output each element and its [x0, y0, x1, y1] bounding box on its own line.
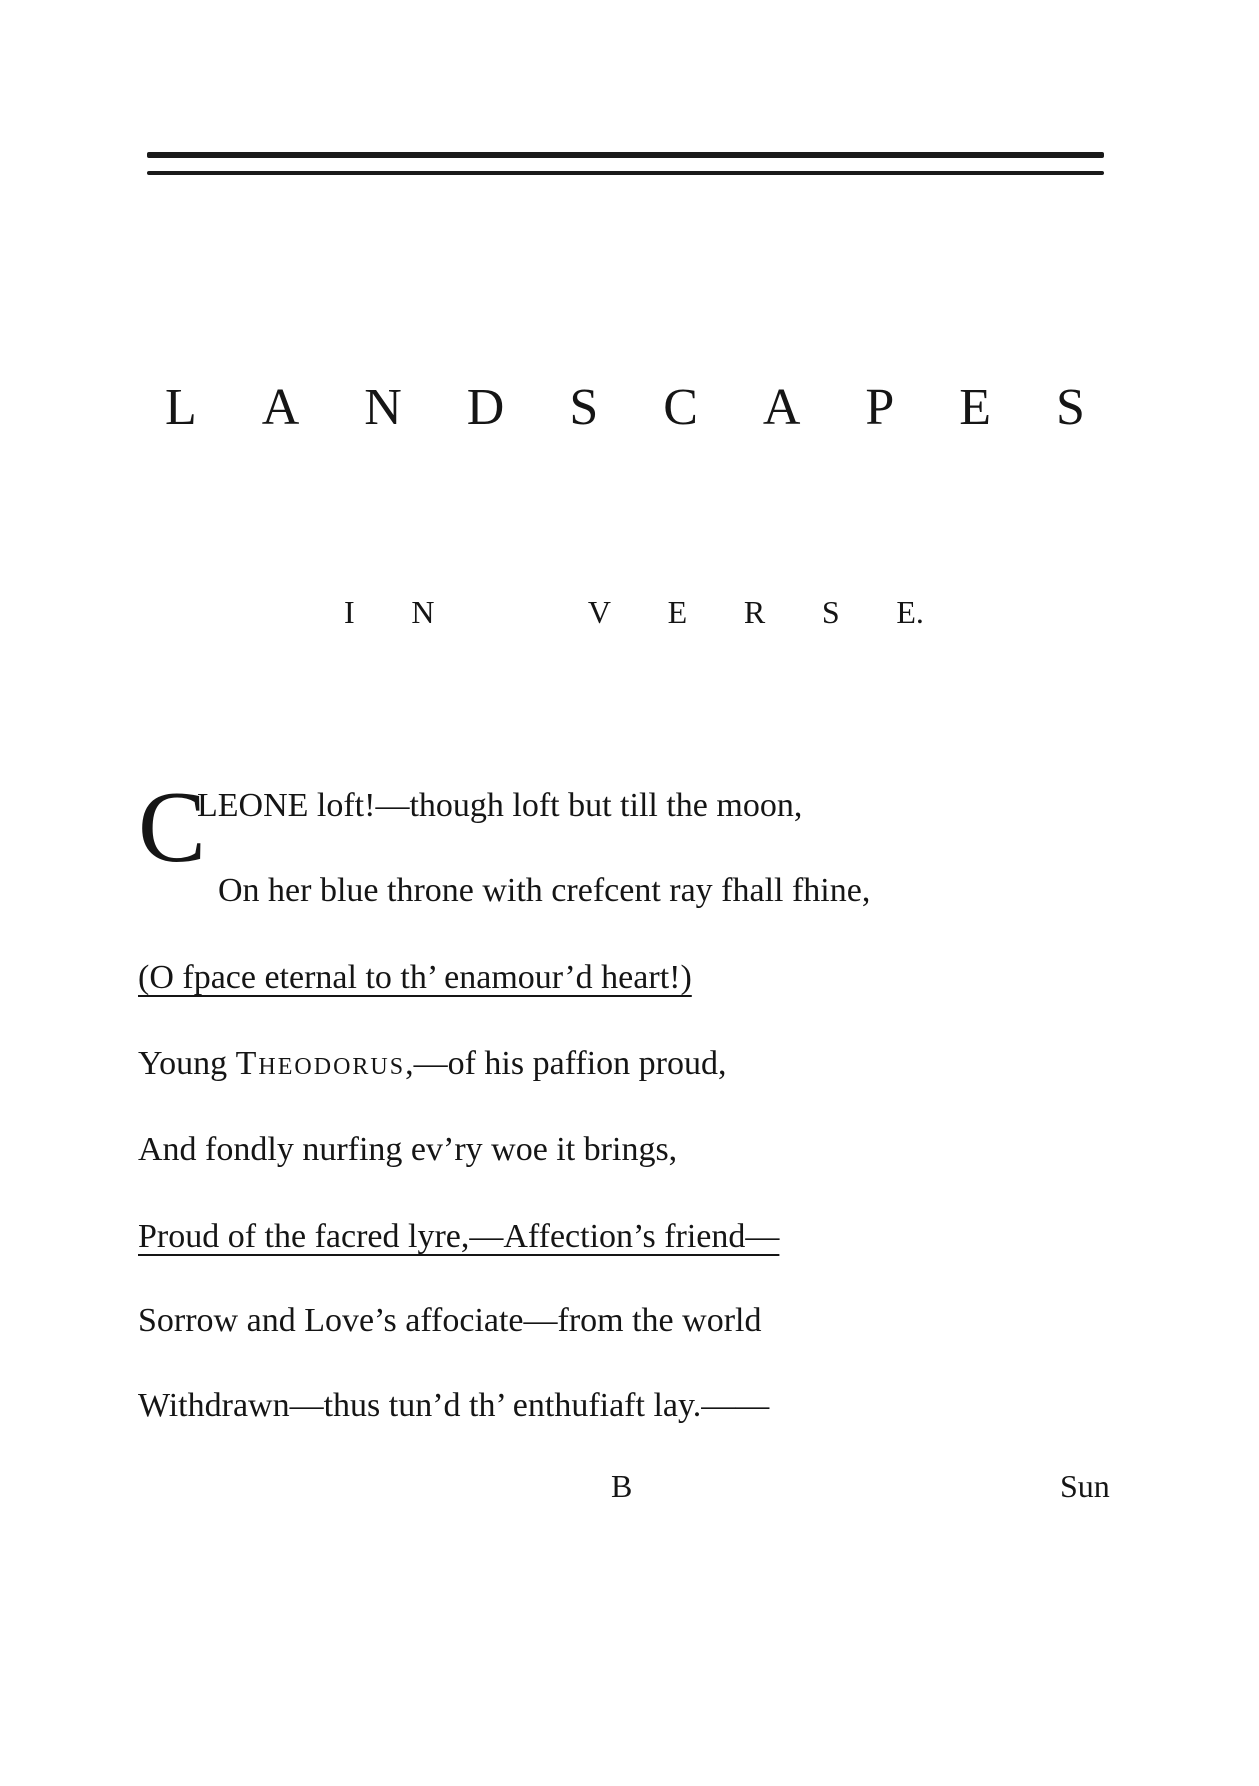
subtitle-letter: R	[743, 594, 766, 630]
subtitle-letter: S	[821, 594, 840, 630]
poem-line-4-start: Young	[138, 1045, 236, 1082]
signature-mark: B	[611, 1468, 633, 1504]
title-letter: A	[762, 379, 801, 436]
title-letter: A	[261, 379, 300, 436]
poem-line-8: Withdrawn—thus tun’d th’ enthufiaft lay.——	[138, 1387, 770, 1424]
poem-line-4-end: ,—of his paffion proud,	[405, 1045, 727, 1082]
poem-line-7: Sorrow and Love’s affociate—from the world	[138, 1302, 762, 1339]
title-letter: S	[569, 379, 599, 436]
title-letter: P	[865, 379, 895, 436]
title-letter: C	[663, 379, 698, 436]
poem-line-1: LEONE loft!—though loft but till the moon,	[197, 787, 803, 824]
subtitle-letter: V	[587, 594, 611, 630]
title-letter: E	[959, 379, 992, 436]
title-letter: L	[165, 379, 197, 436]
subtitle-letter: I	[344, 594, 355, 630]
title-letter: N	[364, 379, 402, 436]
subtitle-letter: N	[411, 594, 435, 630]
subtitle-letter: E.	[896, 594, 924, 630]
title-letter: D	[466, 379, 505, 436]
catchword: Sun	[1060, 1468, 1110, 1504]
poem-line-6: Proud of the facred lyre,—Affection’s friend—	[138, 1218, 780, 1255]
title-letter: S	[1056, 379, 1085, 436]
poem-line-2: On her blue throne with crefcent ray fhall fhine,	[218, 872, 871, 909]
poem-line-4	[138, 1042, 727, 1086]
poem-line-5: And fondly nurfing ev’ry woe it brings,	[138, 1131, 678, 1168]
character-name: Theodorus	[235, 1045, 406, 1082]
poem-line-3: (O fpace eternal to th’ enamour’d heart!)	[138, 959, 692, 996]
subtitle-letter: E	[667, 594, 688, 630]
drop-cap: C	[138, 771, 207, 884]
